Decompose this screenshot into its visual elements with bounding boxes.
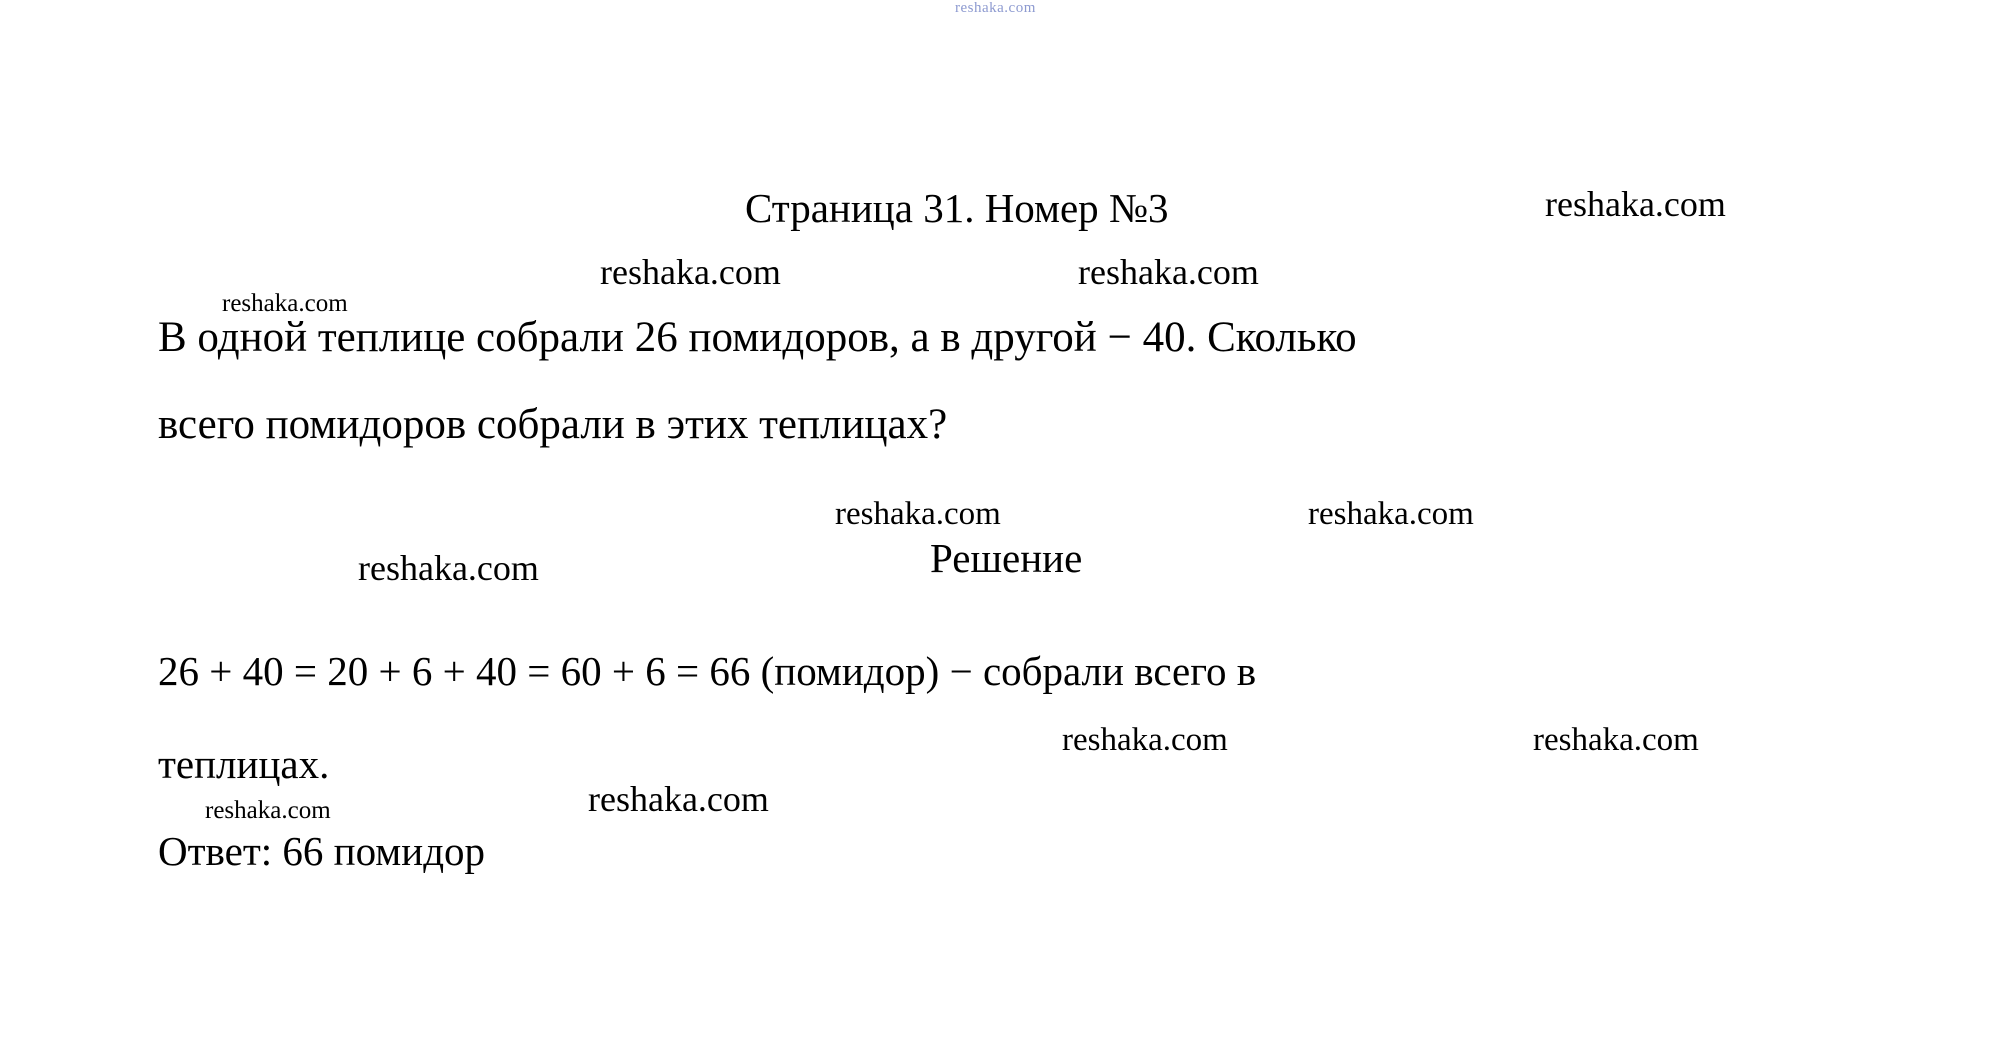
watermark-top-center: reshaka.com bbox=[955, 0, 1036, 16]
watermark-4: reshaka.com bbox=[222, 290, 348, 317]
task-text-line-1: В одной теплице собрали 26 помидоров, а в другой − 40. Сколько bbox=[158, 314, 1357, 361]
calculation-line-1: 26 + 40 = 20 + 6 + 40 = 60 + 6 = 66 (помидор) − собрали всего в bbox=[158, 648, 1257, 694]
watermark-8: reshaka.com bbox=[1062, 722, 1228, 758]
calculation-line-2: теплицах. bbox=[158, 741, 330, 787]
watermark-10: reshaka.com bbox=[205, 797, 331, 824]
watermark-11: reshaka.com bbox=[588, 779, 769, 819]
watermark-9: reshaka.com bbox=[1533, 722, 1699, 758]
watermark-1: reshaka.com bbox=[1545, 184, 1726, 224]
page-title: Страница 31. Номер №3 bbox=[745, 185, 1169, 231]
solution-heading: Решение bbox=[930, 535, 1083, 581]
watermark-2: reshaka.com bbox=[600, 252, 781, 292]
watermark-3: reshaka.com bbox=[1078, 252, 1259, 292]
watermark-6: reshaka.com bbox=[1308, 496, 1474, 532]
task-text-line-2: всего помидоров собрали в этих теплицах? bbox=[158, 401, 948, 448]
watermark-7: reshaka.com bbox=[358, 548, 539, 588]
watermark-5: reshaka.com bbox=[835, 496, 1001, 532]
answer-text: Ответ: 66 помидор bbox=[158, 828, 486, 874]
